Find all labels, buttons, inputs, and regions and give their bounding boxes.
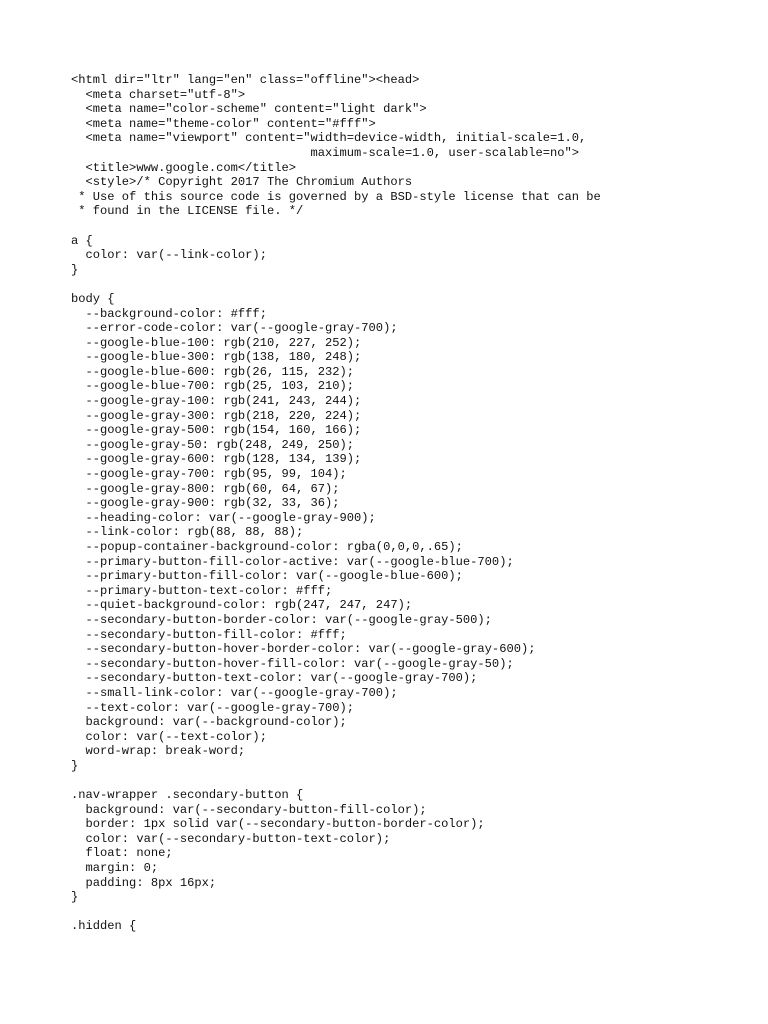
code-line: <html dir="ltr" lang="en" class="offline"><head> [71, 73, 420, 87]
code-line: --primary-button-fill-color-active: var(--google-blue-700); [71, 554, 514, 569]
code-line: --quiet-background-color: rgb(247, 247, 247); [71, 598, 413, 613]
code-line: <title>www.google.com</title> [71, 160, 296, 175]
code-line: color: var(--link-color); [71, 248, 267, 263]
code-line: --google-blue-700: rgb(25, 103, 210); [71, 379, 355, 394]
code-line: <meta charset="utf-8"> [71, 87, 246, 102]
code-line: .nav-wrapper .secondary-button { [71, 788, 304, 803]
code-line: --secondary-button-hover-border-color: var(--google-gray-600); [71, 642, 536, 657]
code-line: word-wrap: break-word; [71, 744, 246, 759]
code-line: --google-gray-700: rgb(95, 99, 104); [71, 467, 347, 482]
code-line: --link-color: rgb(88, 88, 88); [71, 525, 304, 540]
code-line: --google-blue-100: rgb(210, 227, 252); [71, 335, 362, 350]
code-line: --google-gray-50: rgb(248, 249, 250); [71, 437, 355, 452]
code-line: .hidden { [71, 919, 137, 934]
code-line: --secondary-button-hover-fill-color: var(--google-gray-50); [71, 656, 514, 671]
code-line: float: none; [71, 846, 173, 861]
code-line: } [71, 758, 79, 773]
code-line: --google-gray-800: rgb(60, 64, 67); [71, 481, 340, 496]
code-line: --background-color: #fff; [71, 306, 267, 321]
code-line: * Use of this source code is governed by a BSD-style license that can be [71, 189, 601, 204]
code-line: --google-gray-900: rgb(32, 33, 36); [71, 496, 340, 511]
code-line: border: 1px solid var(--secondary-button-border-color); [71, 817, 485, 832]
code-line: --google-gray-300: rgb(218, 220, 224); [71, 408, 362, 423]
code-line: <meta name="theme-color" content="#fff"> [71, 116, 376, 131]
code-line [71, 277, 601, 292]
code-line [71, 774, 601, 789]
code-line: maximum-scale=1.0, user-scalable=no"> [71, 145, 580, 160]
code-line: --google-blue-300: rgb(138, 180, 248); [71, 350, 362, 365]
code-line [71, 905, 601, 920]
code-line: body { [71, 291, 115, 306]
code-line: } [71, 890, 79, 905]
code-line: --google-gray-100: rgb(241, 243, 244); [71, 394, 362, 409]
code-line: color: var(--text-color); [71, 729, 267, 744]
code-line: * found in the LICENSE file. */ [71, 204, 304, 219]
code-line: background: var(--secondary-button-fill-color); [71, 802, 427, 817]
code-line: <style>/* Copyright 2017 The Chromium Authors [71, 175, 413, 190]
code-line: background: var(--background-color); [71, 715, 347, 730]
code-line: --secondary-button-text-color: var(--google-gray-700); [71, 671, 478, 686]
code-line: --secondary-button-border-color: var(--google-gray-500); [71, 612, 492, 627]
code-line: --small-link-color: var(--google-gray-700); [71, 685, 398, 700]
code-line: color: var(--secondary-button-text-color); [71, 831, 391, 846]
code-line: padding: 8px 16px; [71, 875, 217, 890]
code-line: <meta name="color-scheme" content="light dark"> [71, 102, 427, 117]
code-line: --primary-button-fill-color: var(--google-blue-600); [71, 569, 463, 584]
code-line: --secondary-button-fill-color: #fff; [71, 627, 347, 642]
code-line: margin: 0; [71, 861, 159, 876]
source-code-listing [71, 73, 601, 934]
code-line [71, 219, 601, 234]
code-line: --primary-button-text-color: #fff; [71, 583, 333, 598]
code-line: <meta name="viewport" content="width=device-width, initial-scale=1.0, [71, 131, 587, 146]
code-line: --error-code-color: var(--google-gray-700); [71, 321, 398, 336]
code-line: --google-blue-600: rgb(26, 115, 232); [71, 364, 355, 379]
code-line: a { [71, 233, 93, 248]
code-line: --heading-color: var(--google-gray-900); [71, 510, 376, 525]
code-line: } [71, 262, 79, 277]
code-line: --text-color: var(--google-gray-700); [71, 700, 355, 715]
code-line: --google-gray-600: rgb(128, 134, 139); [71, 452, 362, 467]
code-line: --google-gray-500: rgb(154, 160, 166); [71, 423, 362, 438]
code-line: --popup-container-background-color: rgba(0,0,0,.65); [71, 540, 463, 554]
